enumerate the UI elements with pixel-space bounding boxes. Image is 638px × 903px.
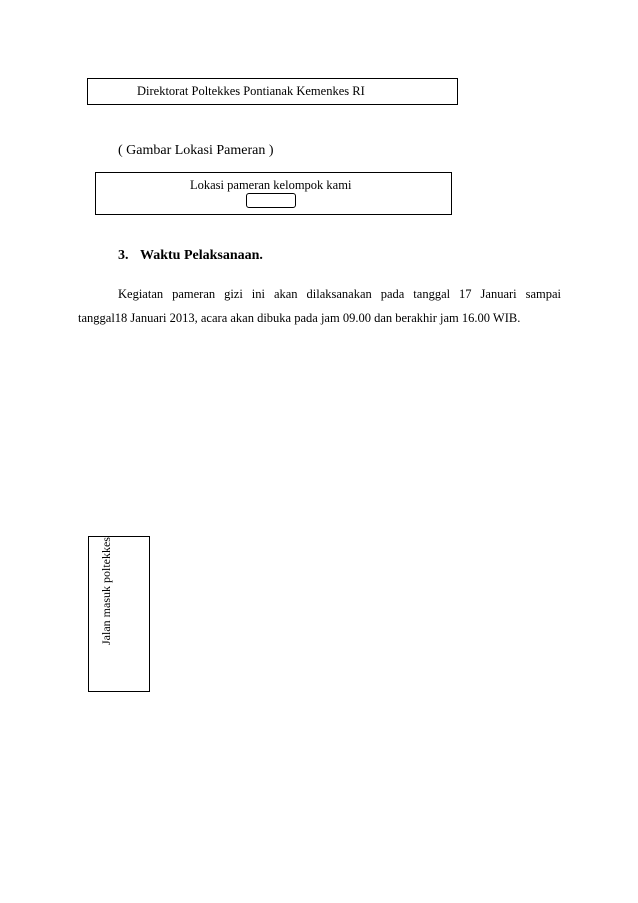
entrance-road-box (88, 536, 150, 692)
paragraph-line: tanggal18 Januari 2013, acara akan dibuka pada jam 09.00 dan berakhir jam 16.00 WIB. (78, 311, 521, 325)
paragraph-line: Kegiatan pameran gizi ini akan dilaksanakan pada tanggal 17 Januari sampai (118, 287, 561, 301)
exhibition-location-box (95, 172, 452, 215)
entrance-road-label: Jalan masuk poltekkes (99, 537, 113, 645)
exhibition-location-label: Lokasi pameran kelompok kami (190, 178, 352, 192)
directorate-building-box (87, 78, 458, 105)
directorate-building-label: Direktorat Poltekkes Pontianak Kemenkes RI (137, 84, 365, 98)
section-heading (118, 248, 263, 264)
section-title: Waktu Pelaksanaan. (140, 248, 263, 263)
schedule-paragraph (78, 282, 561, 330)
section-number: 3. (118, 248, 129, 263)
map-caption: ( Gambar Lokasi Pameran ) (118, 143, 274, 158)
exhibition-booth-marker (246, 193, 296, 208)
